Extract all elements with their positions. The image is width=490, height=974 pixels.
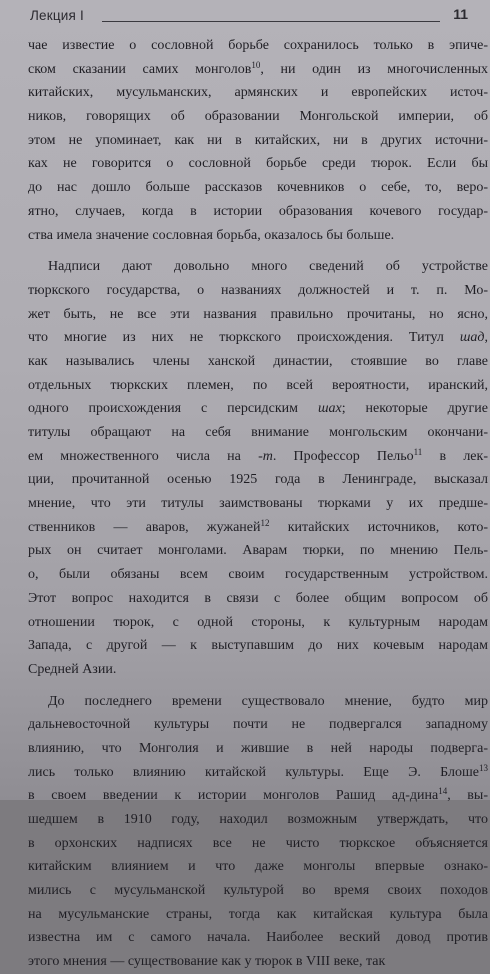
paragraph-3-line: мились с мусульманской культурой во время своих походов: [28, 883, 488, 899]
body-text: [28, 34, 488, 974]
paragraph-2-line: тюркского государства, о названиях должностей и т. п. Мо-: [28, 282, 488, 298]
paragraph-1-line: китайских, мусульманских, армянских и европейских источ-: [28, 85, 488, 101]
paragraph-3-line: китайским влиянием и что даже монголы впервые ознако-: [28, 859, 488, 875]
paragraph-3-line: шедшем в 1910 году, находил возможным утверждать, что: [28, 812, 488, 827]
paragraph-1-line: ников, говорящих об образовании Монгольской империи, об: [28, 109, 488, 125]
paragraph-2-line: ственников — аваров, жужаней$^{12}$ китайских источников, кото-: [28, 517, 488, 535]
paragraph-2-line: Надписи дают довольно много сведений об устройстве: [48, 259, 488, 275]
paragraph-1-line: ства имела значение сословная борьба, оказалось бы больше.: [28, 227, 395, 243]
paragraph-2-line: Этот вопрос находится в связи с более общим вопросом об: [28, 590, 488, 606]
paragraph-1-line: чае известие о сословной борьбе сохранилось только в эпиче-: [28, 38, 488, 53]
paragraph-2-line: титулы обращают на себя внимание монгольским окончани-: [28, 425, 488, 440]
paragraph-1-line: до нас дошло больше рассказов кочевников о себе, то, веро-: [28, 180, 488, 196]
paragraph-3-line: До последнего времени существовало мнение, будто мир: [48, 693, 488, 709]
paragraph-3-line: известна им с самого начала. Наиболее веский довод против: [28, 930, 488, 946]
page-number: 11: [453, 6, 468, 22]
paragraph-3-line: на мусульманские страны, тогда как китайская культура была: [28, 906, 488, 922]
paragraph-2-line: Средней Азии.: [28, 661, 117, 677]
paragraph-2-line: отдельных тюркских племен, по всей вероятности, иранский,: [28, 377, 488, 393]
paragraph-2-line: одного происхождения с персидским шах; некоторые другие: [28, 401, 488, 417]
paragraph-2-line: жет быть, не все эти названия правильно прочитаны, но ясно,: [28, 306, 488, 322]
running-header: [30, 6, 468, 28]
paragraph-1-line: ятно, случаев, когда в истории образования кочевого государ-: [28, 203, 488, 219]
paragraph-3-line: влиянию, что Монголия и жившие в ней народы подверга-: [28, 740, 488, 756]
paragraph-2-line: мнение, что эти титулы заимствованы тюрками у их предше-: [28, 496, 488, 512]
paragraph-2-line: ции, прочитанной осенью 1925 года в Ленинграде, высказал: [28, 472, 488, 488]
paragraph-2-line: ем множественного числа на -т. Профессор Пельо$^{11}$ в лек-: [28, 446, 488, 464]
paragraph-3-line: этого мнения — существование как у тюрок в VIII веке, так: [28, 954, 386, 970]
paragraph-2-line: рых он считает монголами. Аварам тюрки, по мнению Пель-: [28, 543, 488, 559]
header-rule: [102, 21, 440, 22]
paragraph-2-line: отношении тюрок, с одной стороны, к культурным народам: [28, 614, 488, 630]
paragraph-2-line: как назывались члены ханской династии, стоявшие во главе: [28, 353, 488, 369]
paragraph-3-line: в орхонских надписях все не чисто тюркское объясняется: [28, 835, 488, 851]
paragraph-3-line: лись только влиянию китайской культуры. Еще Э. Блоше$^{13}$: [28, 762, 488, 780]
running-title: Лекция I: [30, 8, 84, 23]
paragraph-2-line: о, были обязаны всем своим государственным устройством.: [28, 567, 488, 583]
paragraph-2-line: что многие из них не тюркского происхождения. Титул шад,: [28, 330, 488, 346]
paragraph-3-line: дальневосточной культуры почти не подвергался западному: [28, 717, 488, 733]
paragraph-1-line: этом не упоминает, как ни в китайских, ни в других источни-: [28, 132, 488, 148]
paragraph-1-line: ском сказании самих монголов$^{10}$, ни один из многочисленных: [28, 59, 488, 77]
paragraph-1-line: ках не говорится о сословной борьбе среди тюрок. Если бы: [28, 156, 488, 172]
paragraph-2-line: Запада, с другой — к выступавшим до них кочевым народам: [28, 638, 488, 654]
paragraph-3-line: в своем введении к истории монголов Рашид ад-дина$^{14}$, вы-: [28, 786, 488, 804]
